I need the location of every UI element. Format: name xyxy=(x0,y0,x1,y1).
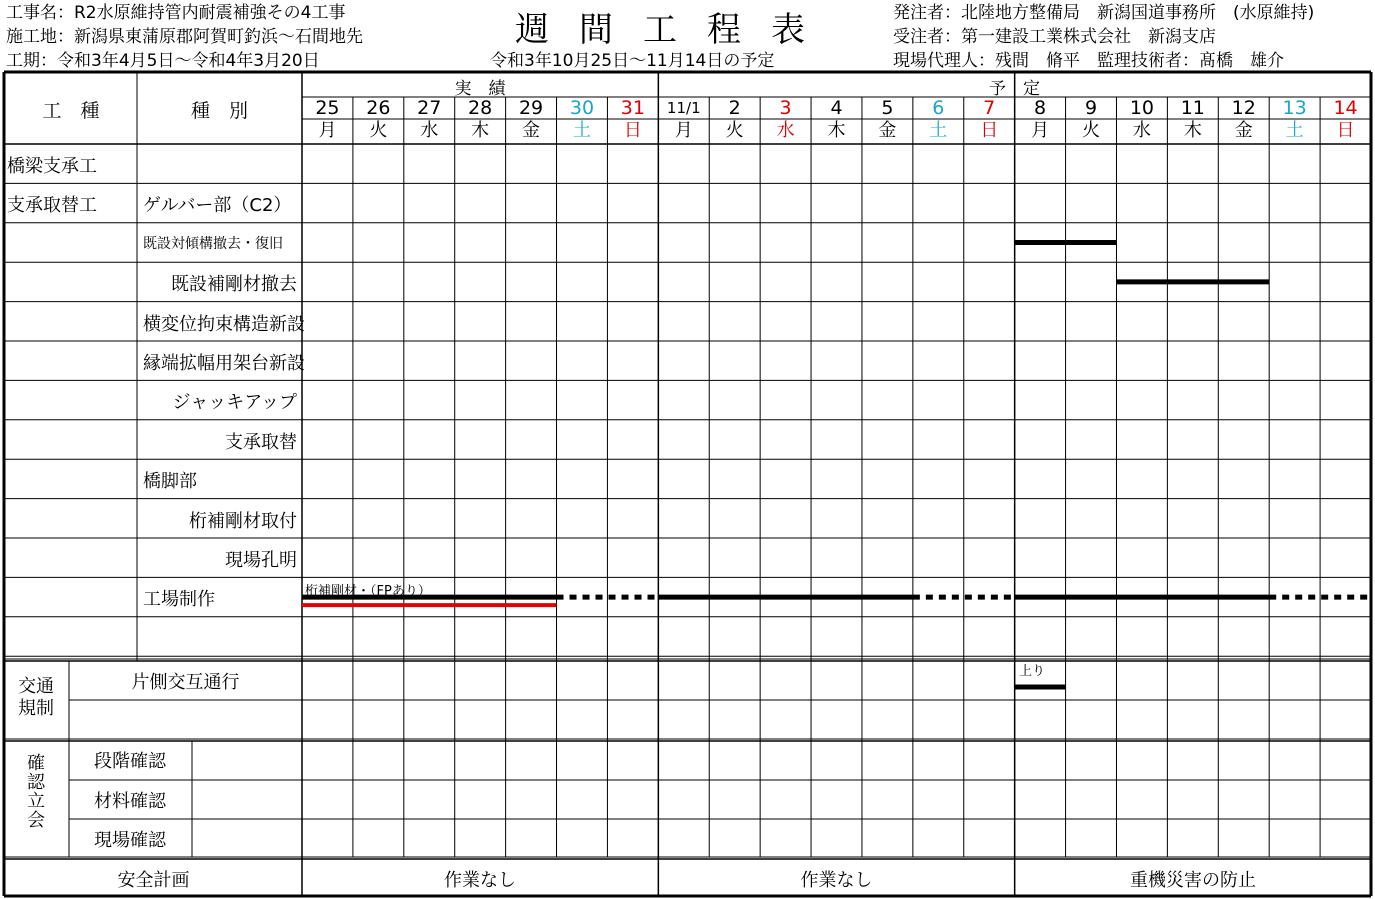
day-of-week: 木 xyxy=(1183,120,1202,141)
day-date: 9 xyxy=(1084,97,1098,119)
day-date: 8 xyxy=(1034,97,1047,119)
day-of-week: 土 xyxy=(929,120,948,141)
day-of-week: 木 xyxy=(827,120,846,141)
day-of-week: 月 xyxy=(1031,120,1050,141)
day-date: 30 xyxy=(569,97,595,119)
day-date: 7 xyxy=(983,97,996,119)
traffic-label: 交通 規制 xyxy=(18,676,54,719)
row-shubetsu: 横変位拘束構造新設 xyxy=(143,313,305,335)
title-char: 程 xyxy=(707,10,741,50)
day-date: 12 xyxy=(1231,97,1256,119)
safety-plan-actual: 作業なし xyxy=(444,870,516,891)
traffic-note: 上り xyxy=(1019,664,1046,679)
day-of-week: 火 xyxy=(725,120,744,141)
day-of-week: 土 xyxy=(572,120,591,141)
inspection-item: 現場確認 xyxy=(94,830,166,851)
inspection-item: 段階確認 xyxy=(94,751,166,772)
row-shubetsu: 既設補剛材撤去 xyxy=(171,274,297,296)
row-shubetsu: 橋脚部 xyxy=(143,471,197,493)
day-date: 3 xyxy=(779,97,792,119)
row-shubetsu: ゲルバー部（C2） xyxy=(143,195,292,217)
day-date: 11 xyxy=(1180,97,1205,119)
day-date: 13 xyxy=(1282,97,1307,119)
row-shubetsu: 桁補剛材取付 xyxy=(189,510,297,532)
title-char: 工 xyxy=(643,10,677,50)
row-shubetsu: 支承取替 xyxy=(225,431,297,453)
day-of-week: 金 xyxy=(878,120,897,141)
day-of-week: 金 xyxy=(1234,120,1253,141)
safety-label: 安全計画 xyxy=(117,870,190,891)
fabrication-note: 桁補剛材・（FPあり） xyxy=(305,584,431,599)
row-shubetsu: 既設対傾構撤去・復旧 xyxy=(143,235,283,252)
day-of-week: 土 xyxy=(1285,120,1304,141)
day-of-week: 木 xyxy=(471,120,490,141)
day-date: 31 xyxy=(620,97,645,119)
day-date: 6 xyxy=(932,97,945,119)
project-period: 工期：令和3年4月5日～令和4年3月20日 xyxy=(6,51,320,71)
row-koushu: 橋梁支承工 xyxy=(7,156,97,177)
day-of-week: 月 xyxy=(318,120,337,141)
day-date: 5 xyxy=(881,97,894,119)
day-of-week: 水 xyxy=(420,120,439,141)
inspection-label: 確 認 立 会 xyxy=(27,753,45,831)
title-char: 間 xyxy=(579,10,613,50)
day-of-week: 水 xyxy=(1132,120,1151,141)
safety-plan-week1: 作業なし xyxy=(800,870,873,891)
day-date: 10 xyxy=(1129,97,1154,119)
day-date: 26 xyxy=(366,97,391,119)
day-of-week: 日 xyxy=(623,120,642,141)
day-of-week: 日 xyxy=(1336,120,1355,141)
contractor-info: 受注者：第一建設工業株式会社 新潟支店 xyxy=(893,27,1216,47)
traffic-item: 片側交互通行 xyxy=(131,672,240,693)
title-char: 表 xyxy=(771,10,805,50)
project-name: 工事名：R2水原維持管内耐震補強その4工事 xyxy=(6,3,346,23)
actual-label: 実 績 xyxy=(454,79,506,99)
project-location: 施工地：新潟県東蒲原郡阿賀町釣浜～石間地先 xyxy=(6,27,363,47)
column-header-shubetsu: 種 別 xyxy=(190,100,248,122)
day-date: 27 xyxy=(417,97,442,119)
row-shubetsu: 工場制作 xyxy=(143,589,215,611)
row-shubetsu: 縁端拡幅用架台新設 xyxy=(143,353,305,374)
staff-info: 現場代理人：残間 脩平 監理技術者：髙橋 雄介 xyxy=(893,51,1284,71)
client-info: 発注者：北陸地方整備局 新潟国道事務所 (水原維持) xyxy=(893,3,1315,23)
title-char: 週 xyxy=(515,10,549,50)
plan-label: 予 定 xyxy=(989,79,1040,99)
row-shubetsu: 現場孔明 xyxy=(225,550,297,571)
column-header-koushu: 工 種 xyxy=(42,100,100,122)
day-date: 2 xyxy=(728,97,741,119)
day-of-week: 日 xyxy=(980,120,999,141)
safety-plan-week2: 重機災害の防止 xyxy=(1130,870,1256,891)
day-of-week: 火 xyxy=(369,120,388,141)
day-date: 29 xyxy=(518,97,544,119)
day-date: 14 xyxy=(1333,97,1358,119)
day-of-week: 水 xyxy=(776,120,795,141)
day-date: 11/1 xyxy=(666,99,701,117)
inspection-item: 材料確認 xyxy=(94,791,166,812)
day-date: 28 xyxy=(468,97,493,119)
row-shubetsu: ジャッキアップ xyxy=(172,392,297,414)
day-date: 25 xyxy=(315,97,340,119)
row-koushu: 支承取替工 xyxy=(7,195,97,217)
day-of-week: 火 xyxy=(1082,120,1100,141)
day-date: 4 xyxy=(830,97,843,119)
schedule-range: 令和3年10月25日～11月14日の予定 xyxy=(490,51,775,71)
day-of-week: 金 xyxy=(522,120,541,141)
day-of-week: 月 xyxy=(674,120,693,141)
